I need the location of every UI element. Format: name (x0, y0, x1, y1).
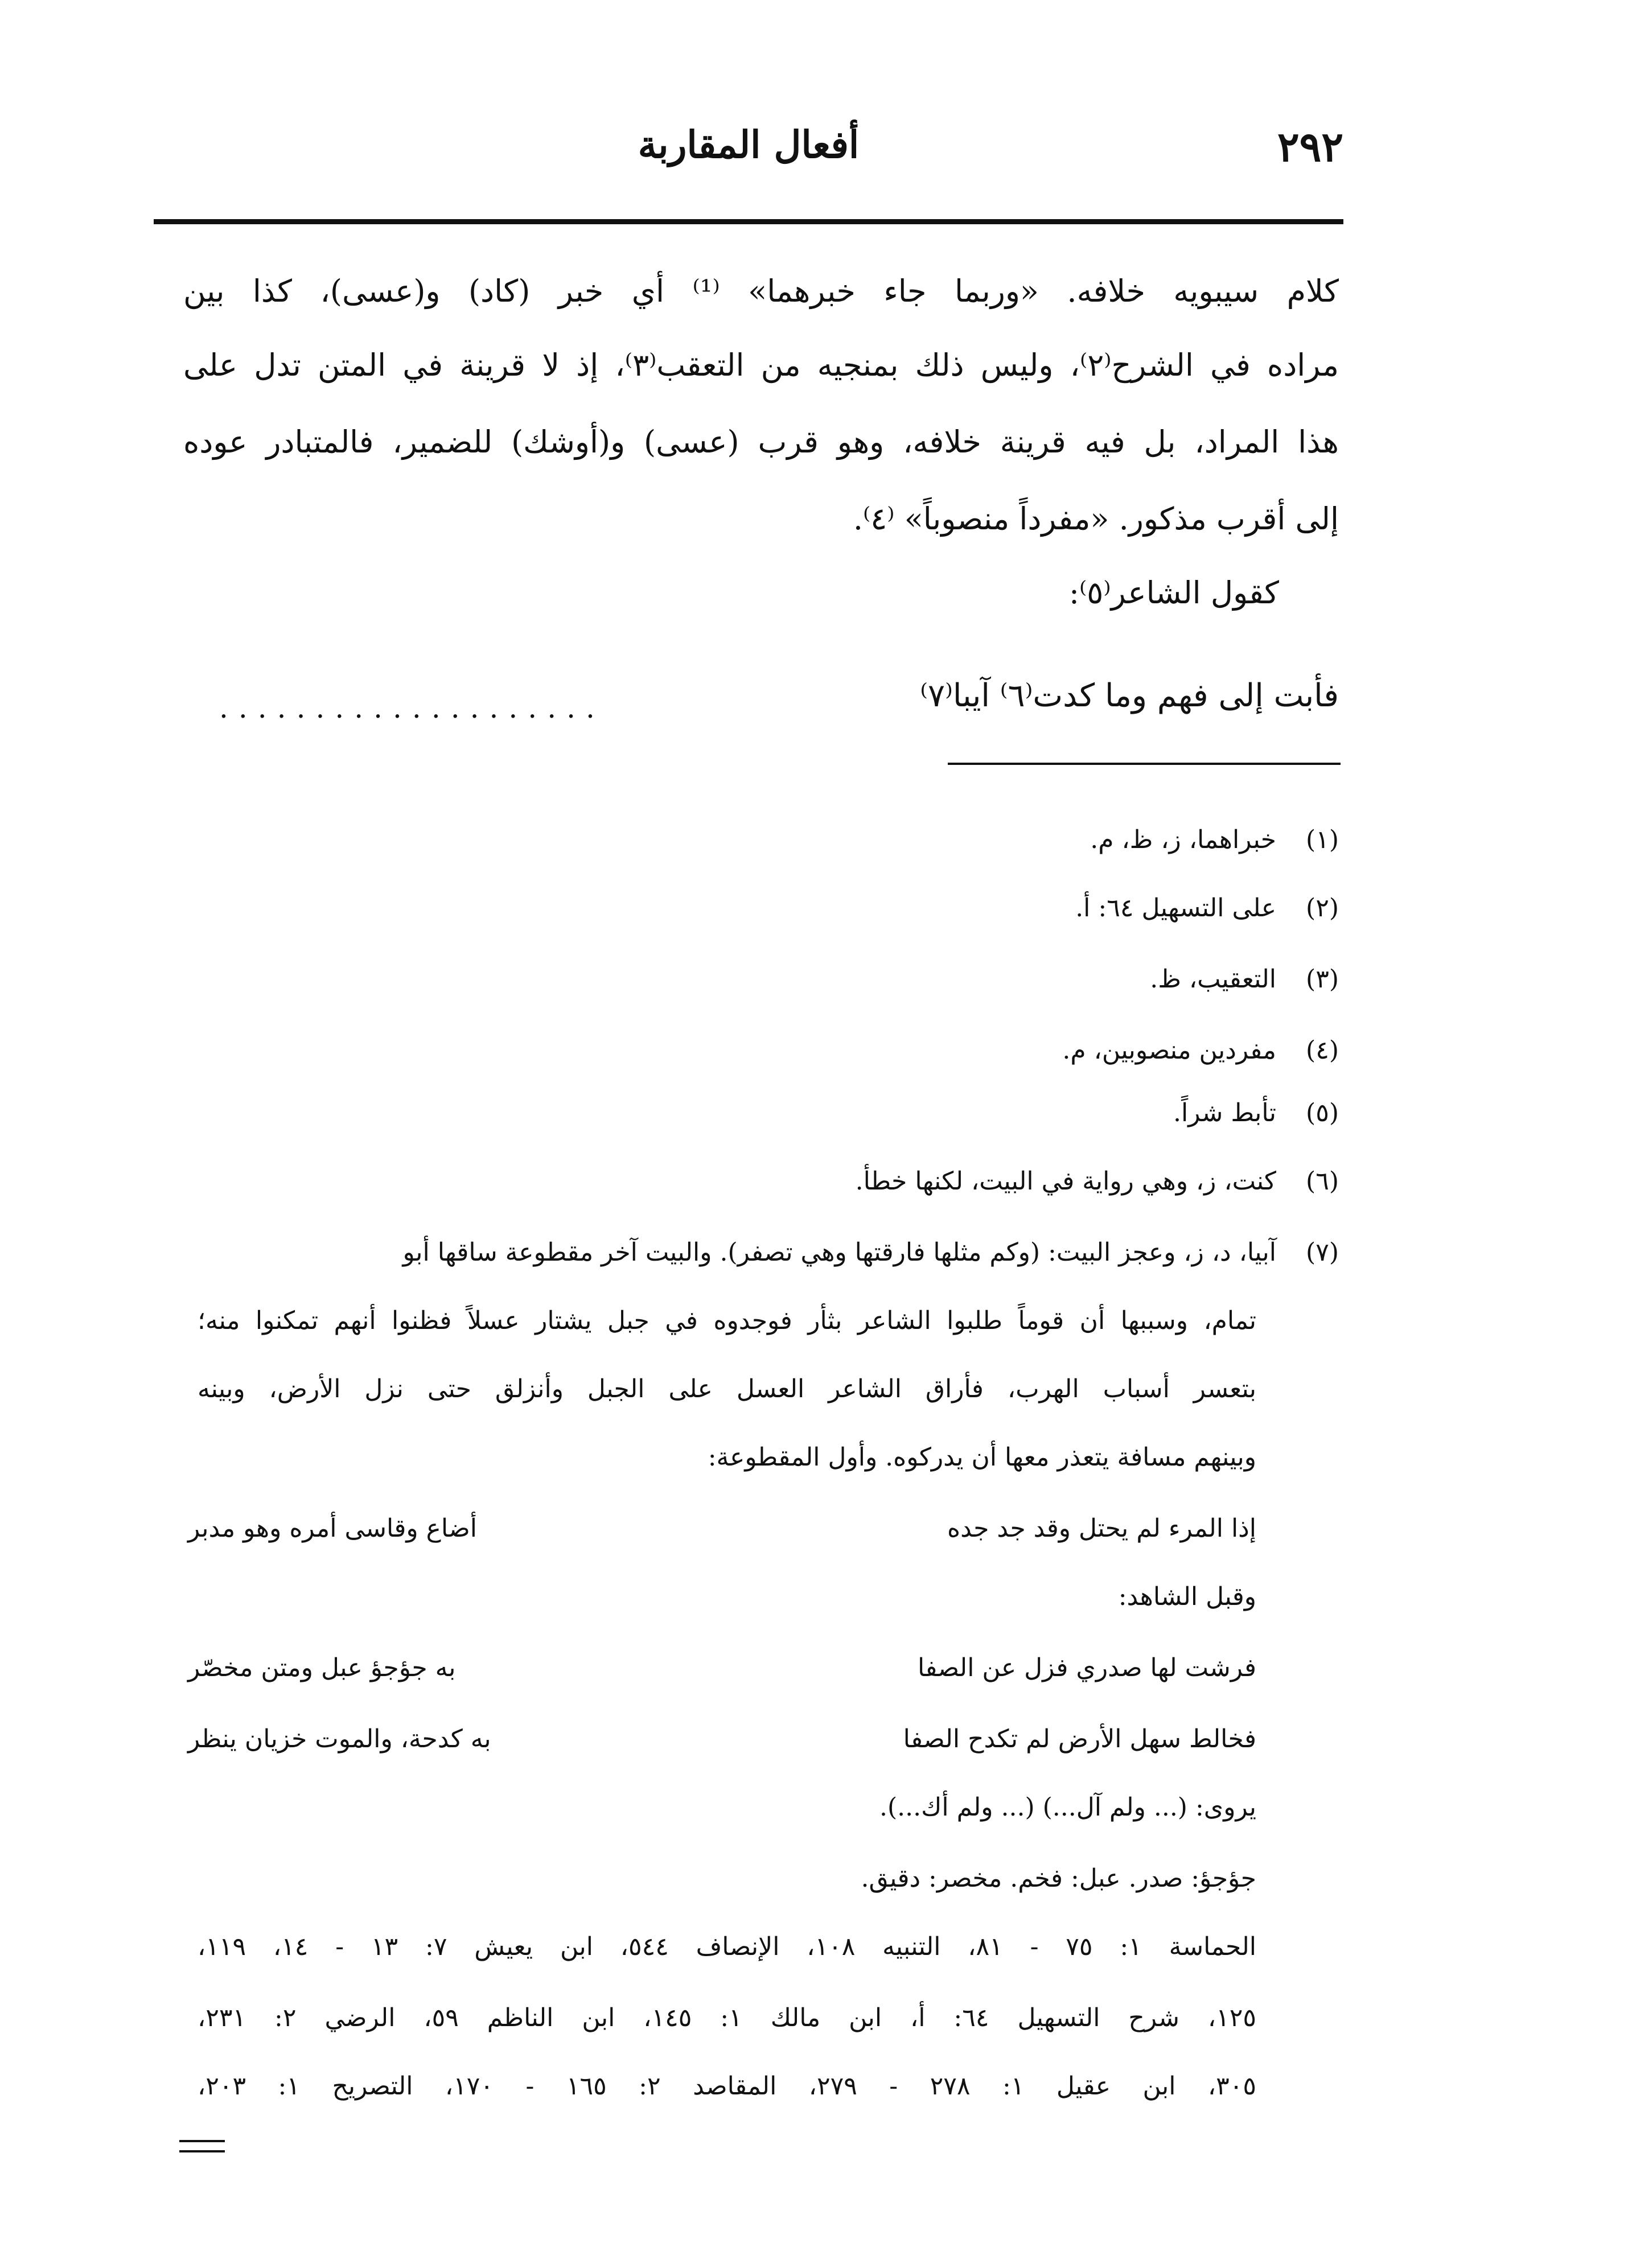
continuation-mark (179, 2150, 225, 2152)
footnote-text: التعقيب، ظ. (1150, 965, 1276, 994)
footnote-text: تأبط شراً. (1173, 1098, 1276, 1127)
footnote-3 (1150, 965, 1339, 994)
footnote-7-line: وبينهم مسافة يتعذر معها أن يدركوه. وأول المقطوعة: (708, 1443, 1256, 1472)
poem-hemistich-first: إذا المرء لم يحتل وقد جد جده (947, 1514, 1256, 1543)
verse-hemistich: فأبت إلى فهم وما كدت⁽٦⁾ آيبا⁽٧⁾ (920, 677, 1339, 714)
body-line-1: كلام سيبويه خلافه. «وربما جاء خبرهما» ⁽¹⁾ أي خبر (كاد) و(عسى)، كذا بين (183, 273, 1339, 309)
riwaya-note: يروى: (... ولم آل...) (... ولم أك...). (879, 1793, 1256, 1822)
poem-hemistich-second: أضاع وقاسى أمره وهو مدبر (188, 1514, 477, 1543)
footnote-2 (1075, 894, 1339, 923)
footnote-number: (٦) (1306, 1167, 1339, 1196)
footnote-number: (٣) (1306, 965, 1339, 994)
references-line: ٣٠٥، ابن عقيل ١: ٢٧٨ - ٢٧٩، المقاصد ٢: ١٦٥ - ١٧٠، التصريح ١: ٢٠٣، (198, 2072, 1257, 2101)
footnote-number: (٥) (1306, 1098, 1339, 1127)
gloss-note: جؤجؤ: صدر. عبل: فخم. مخصر: دقيق. (861, 1864, 1256, 1893)
verse-intro: كقول الشاعر⁽٥⁾: (1068, 575, 1279, 611)
footnote-6 (856, 1167, 1339, 1196)
poem-hemistich-first: فرشت لها صدري فزل عن الصفا (917, 1653, 1256, 1682)
page-number: ٢٩٢ (1277, 122, 1343, 171)
poem-hemistich-first: فخالط سهل الأرض لم تكدح الصفا (903, 1724, 1256, 1754)
footnote-7-line: بتعسر أسباب الهرب، فأراق الشاعر العسل على الجبل وأنزلق حتى نزل الأرض، وبينه (198, 1374, 1256, 1403)
verse-ellipsis: .................... (219, 691, 605, 725)
footnote-text: كنت، ز، وهي رواية في البيت، لكنها خطأ. (855, 1167, 1276, 1196)
footnote-5 (1173, 1098, 1339, 1127)
footnote-number: (٢) (1306, 894, 1339, 923)
footnote-1 (1090, 825, 1339, 854)
poem-hemistich-second: به كدحة، والموت خزيان ينظر (188, 1724, 491, 1754)
header-rule (154, 219, 1343, 224)
body-line-4: إلى أقرب مذكور. «مفرداً منصوباً» ⁽٤⁾. (853, 501, 1339, 537)
footnote-4 (1062, 1036, 1339, 1065)
footnote-text: مفردين منصوبين، م. (1062, 1036, 1276, 1065)
footnote-number: (٧) (1306, 1238, 1339, 1267)
body-line-2: مراده في الشرح⁽٢⁾، وليس ذلك بمنجيه من التعقب⁽٣⁾، إذ لا قرينة في المتن تدل على (183, 347, 1339, 383)
footnote-text: على التسهيل ٦٤: أ. (1075, 894, 1276, 923)
footnote-7-line: تمام، وسببها أن قوماً طلبوا الشاعر بثأر فوجدوه في جبل يشتار عسلاً فظنوا أنهم تمكنوا منه؛ (198, 1306, 1256, 1335)
footnote-text: آبيا، د، ز، وعجز البيت: (وكم مثلها فارقتها وهي تصفر). والبيت آخر مقطوعة ساقها أبو (402, 1238, 1276, 1267)
page-header (154, 122, 1343, 179)
before-witness-label: وقبل الشاهد: (1118, 1582, 1256, 1611)
references-line: الحماسة ١: ٧٥ - ٨١، التنبيه ١٠٨، الإنصاف ٥٤٤، ابن يعيش ٧: ١٣ - ١٤، ١١٩، (198, 1932, 1257, 1961)
footnote-number: (١) (1306, 825, 1339, 854)
running-title: أفعال المقاربة (638, 122, 860, 167)
poem-hemistich-second: به جؤجؤ عبل ومتن مخصّر (188, 1653, 456, 1682)
footnote-text: خبراهما، ز، ظ، م. (1090, 825, 1276, 854)
footnote-7 (403, 1238, 1339, 1267)
references-line: ١٢٥، شرح التسهيل ٦٤: أ، ابن مالك ١: ١٤٥، ابن الناظم ٥٩، الرضي ٢: ٢٣١، (198, 2003, 1257, 2032)
body-line-3: هذا المراد، بل فيه قرينة خلافه، وهو قرب (عسى) و(أوشك) للضمير، فالمتبادر عوده (183, 424, 1339, 460)
continuation-mark (179, 2140, 225, 2142)
footnote-number: (٤) (1306, 1036, 1339, 1065)
footnote-separator (948, 763, 1341, 765)
